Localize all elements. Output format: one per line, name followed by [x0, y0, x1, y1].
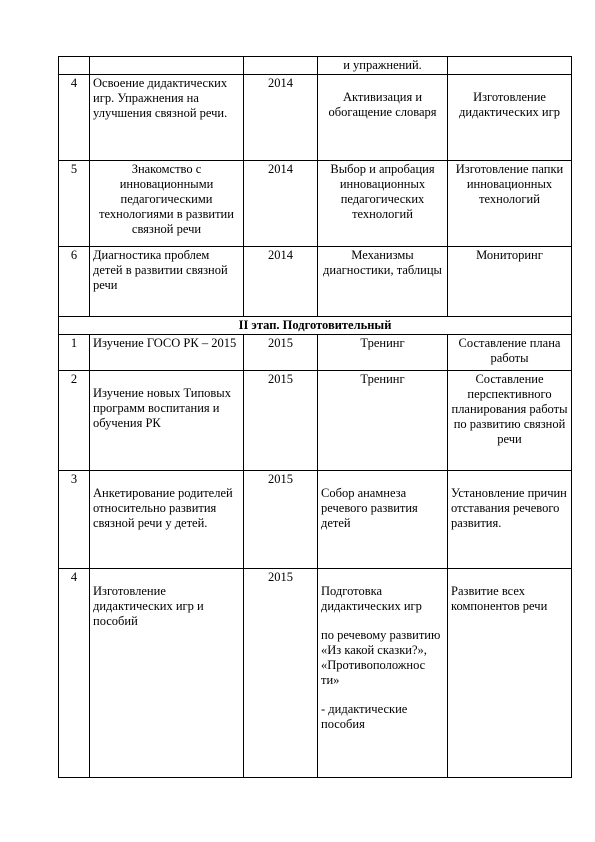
form-cell: [318, 471, 448, 569]
result-cell: [448, 57, 572, 75]
num-cell: 3: [59, 471, 90, 569]
result-cell: [448, 569, 572, 778]
year-cell: 2014: [244, 161, 318, 247]
year-cell: [244, 57, 318, 75]
table-row: [59, 247, 572, 317]
table-row: [59, 371, 572, 471]
result-cell: [448, 75, 572, 161]
name-cell: [90, 569, 244, 778]
name-text: Анкетирование родителей относительно развития связной речи у детей.: [93, 486, 233, 530]
num-cell: 4: [59, 569, 90, 778]
result-cell: [448, 471, 572, 569]
form-paragraph: Подготовка дидактических игр: [321, 584, 422, 613]
form-cell: Тренинг: [318, 371, 448, 471]
num-cell: [59, 57, 90, 75]
year-cell: 2015: [244, 471, 318, 569]
num-cell: 2: [59, 371, 90, 471]
num-cell: 5: [59, 161, 90, 247]
year-cell: 2015: [244, 569, 318, 778]
form-cell: Выбор и апробация инновационных педагогических технологий: [318, 161, 448, 247]
result-text: Развитие всех компонентов речи: [451, 584, 548, 613]
stage-header-row: [59, 317, 572, 335]
name-cell: Изучение ГОСО РК – 2015: [90, 335, 244, 371]
form-cell: [318, 569, 448, 778]
result-text: Изготовление дидактических игр: [459, 90, 560, 119]
form-cell: [318, 75, 448, 161]
year-cell: 2014: [244, 247, 318, 317]
result-cell: Мониторинг: [448, 247, 572, 317]
name-cell: Диагностика проблем детей в развитии связной речи: [90, 247, 244, 317]
name-cell: [90, 471, 244, 569]
year-cell: 2015: [244, 371, 318, 471]
name-cell: Знакомство с инновационными педагогическими технологиями в развитии связной речи: [90, 161, 244, 247]
table-row: [59, 57, 572, 75]
num-cell: 1: [59, 335, 90, 371]
plan-table: [58, 56, 572, 778]
year-cell: 2014: [244, 75, 318, 161]
form-text: Собор анамнеза речевого развития детей: [321, 486, 418, 530]
form-paragraph: по речевому развитию «Из какой сказки?», «Противоположнос ти»: [321, 628, 441, 687]
result-cell: Составление перспективного планирования работы по развитию связной речи: [448, 371, 572, 471]
table-row: [59, 471, 572, 569]
table-row: [59, 75, 572, 161]
form-cell: и упражнений.: [318, 57, 448, 75]
form-cell: Механизмы диагностики, таблицы: [318, 247, 448, 317]
result-text: Установление причин отставания речевого развития.: [451, 486, 567, 530]
year-cell: 2015: [244, 335, 318, 371]
result-cell: Составление плана работы: [448, 335, 572, 371]
form-paragraph: - дидактические пособия: [321, 702, 408, 731]
num-cell: 4: [59, 75, 90, 161]
name-cell: Освоение дидактических игр. Упражнения на улучшения связной речи.: [90, 75, 244, 161]
name-cell: [90, 57, 244, 75]
table-row: [59, 335, 572, 371]
num-cell: 6: [59, 247, 90, 317]
name-text: Изучение новых Типовых программ воспитания и обучения РК: [93, 386, 231, 430]
name-text: Изготовление дидактических игр и пособий: [93, 584, 204, 628]
table-row: [59, 161, 572, 247]
form-text: Активизация и обогащение словаря: [328, 90, 437, 119]
stage-title: II этап. Подготовительный: [59, 317, 572, 335]
name-cell: [90, 371, 244, 471]
table-row: [59, 569, 572, 778]
form-cell: Тренинг: [318, 335, 448, 371]
result-cell: Изготовление папки инновационных технологий: [448, 161, 572, 247]
